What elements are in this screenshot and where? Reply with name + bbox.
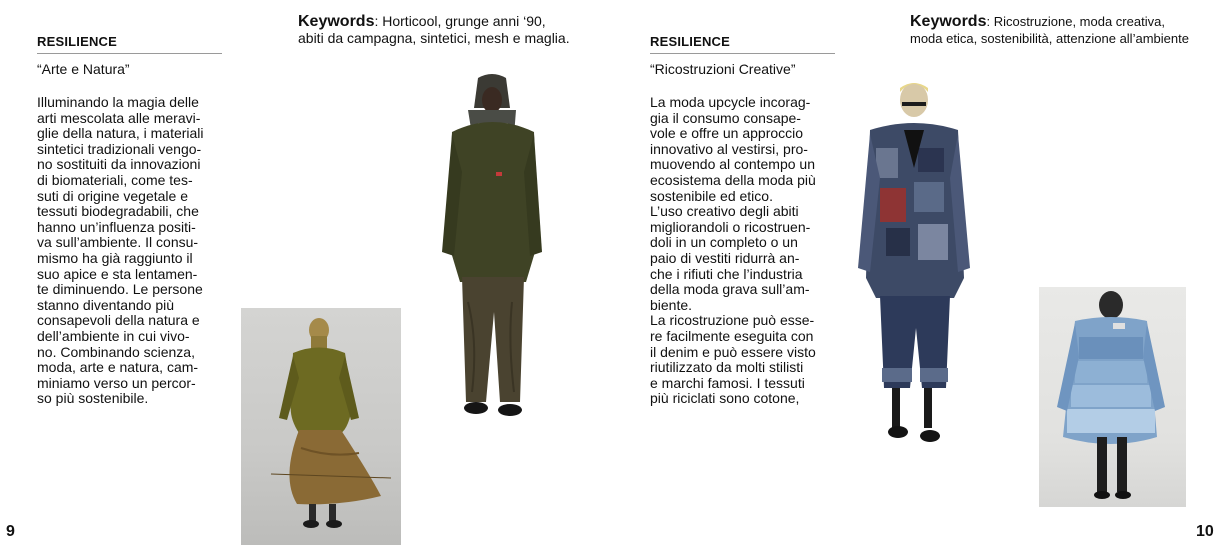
left-section-title: RESILIENCE: [37, 34, 222, 54]
right-section-title: RESILIENCE: [650, 34, 835, 54]
right-keywords-line2: moda etica, sostenibilità, attenzione all’ambiente: [910, 31, 1189, 46]
olive-skirt-figure: [241, 308, 401, 545]
fashion-photo-green-sweater: [438, 72, 546, 424]
fashion-photo-patchwork-blazer: [858, 78, 972, 450]
fashion-photo-olive-skirt: [241, 308, 401, 545]
patchwork-blazer-figure: [858, 78, 972, 450]
right-keywords: [910, 13, 1210, 47]
right-subtitle: “Ricostruzioni Creative”: [650, 61, 796, 77]
left-keywords-line2: abiti da campagna, sintetici, mesh e maglia.: [298, 30, 570, 46]
right-page-number: 10: [1196, 523, 1214, 540]
fashion-photo-denim-coat: [1039, 287, 1186, 507]
left-keywords: [298, 13, 598, 46]
left-subtitle: “Arte e Natura”: [37, 61, 130, 77]
left-keywords-label: Keywords: [298, 13, 375, 30]
right-keywords-label: Keywords: [910, 13, 987, 30]
left-body-text: Illuminando la magia delle arti mescolata alle meravi- glie della natura, i materiali sintetici tradizionali vengo- no sostituiti da innovazioni di biomateriali, come tes- suti di origine vegetale e tessuti biodegradabili, che hanno un’influenza positi- va sull’ambiente. Il consu- mismo ha già raggiunto il suo apice e sta lentamen- te diminuendo. Le persone stanno diventando più consapevoli della natura e dell’ambiente in cui vivo- no. Combinando scienza, moda, arte e natura, cam- miniamo verso un percor- so più sostenibile.: [37, 94, 204, 407]
right-body-text: La moda upcycle incorag- gia il consumo consape- vole e offre un approccio innovativo al vestirsi, pro- muovendo al contempo un ecosistema della moda più sostenibile ed etico. L’uso creativo degli abiti migliorandoli o ricostruen- doli in un completo o un paio di vestiti ridurrà an- che i rifiuti che l’industria della moda grava sull’am- biente. La ricostruzione può esse- re facilmente eseguita con il denim e può essere visto riutilizzato da molti stilisti e marchi famosi. I tessuti più riciclati sono cotone,: [650, 94, 816, 407]
right-keywords-line1: : Ricostruzione, moda creativa,: [986, 14, 1165, 29]
denim-coat-figure: [1039, 287, 1186, 507]
green-sweater-figure: [438, 72, 546, 424]
left-page-number: 9: [6, 523, 15, 540]
left-keywords-line1: : Horticool, grunge anni ‘90,: [374, 13, 546, 29]
